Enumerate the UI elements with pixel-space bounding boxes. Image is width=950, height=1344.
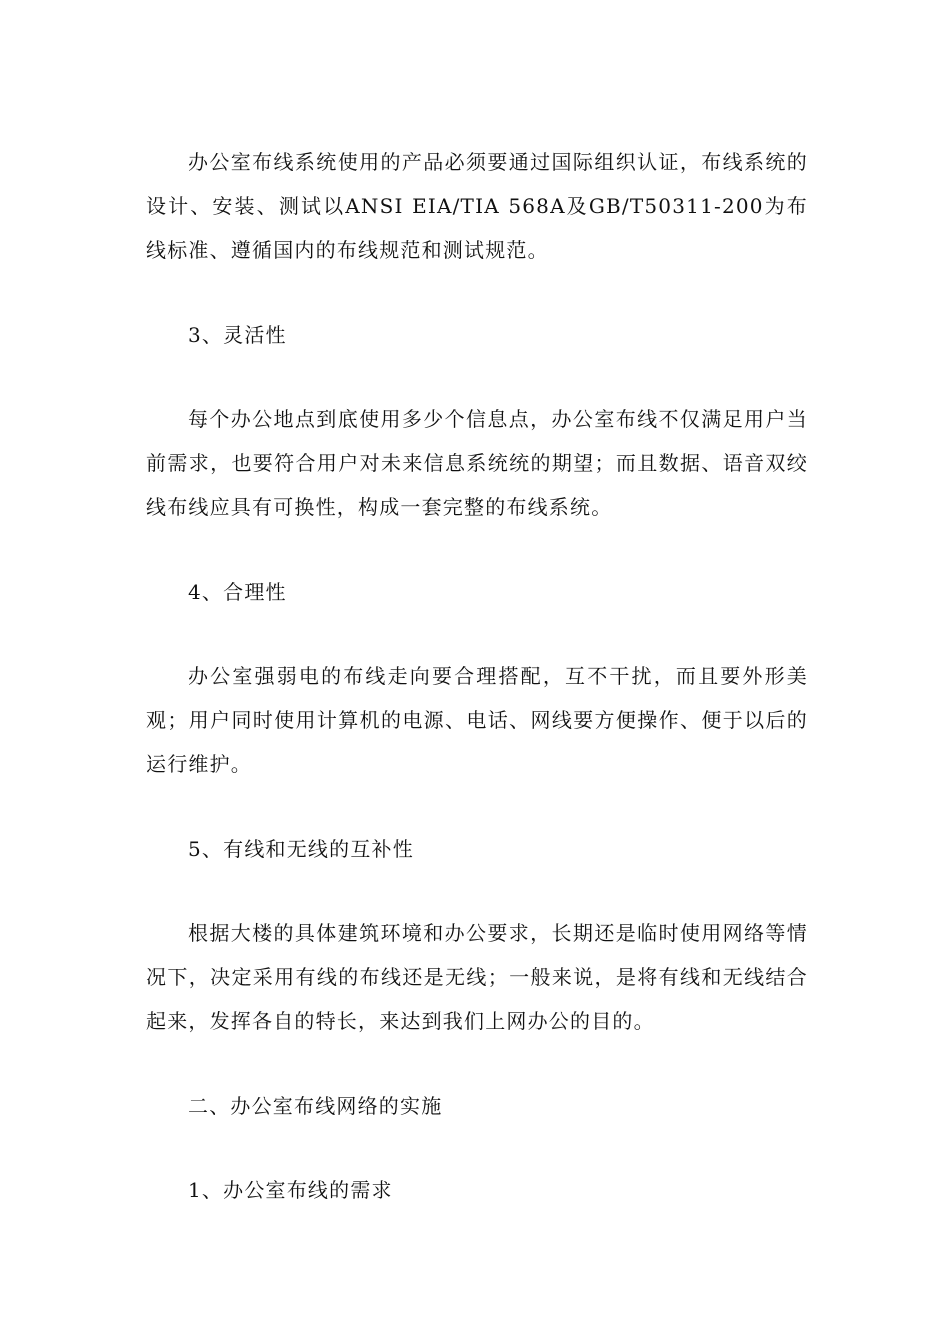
paragraph-certification: 办公室布线系统使用的产品必须要通过国际组织认证，布线系统的设计、安装、测试以ANSI EIA/TIA 568A及GB/T50311-200为布线标准、遵循国内的布线规范和测试规范。	[146, 150, 808, 262]
paragraph-rationality: 办公室强弱电的布线走向要合理搭配，互不干扰，而且要外形美观；用户同时使用计算机的电源、电话、网线要方便操作、便于以后的运行维护。	[146, 664, 808, 776]
paragraph-flexibility: 每个办公地点到底使用多少个信息点，办公室布线不仅满足用户当前需求，也要符合用户对未来信息系统统的期望；而且数据、语音双绞线布线应具有可换性，构成一套完整的布线系统。	[146, 407, 808, 519]
heading-requirements: 1、办公室布线的需求	[188, 1178, 393, 1202]
heading-flexibility: 3、灵活性	[188, 323, 287, 347]
paragraph-complementarity: 根据大楼的具体建筑环境和办公要求，长期还是临时使用网络等情况下，决定采用有线的布线还是无线；一般来说，是将有线和无线结合起来，发挥各自的特长，来达到我们上网办公的目的。	[146, 921, 808, 1033]
heading-rationality: 4、合理性	[188, 580, 287, 604]
heading-implementation: 二、办公室布线网络的实施	[188, 1094, 443, 1118]
document-body	[146, 140, 808, 1252]
heading-complementarity: 5、有线和无线的互补性	[188, 837, 414, 861]
